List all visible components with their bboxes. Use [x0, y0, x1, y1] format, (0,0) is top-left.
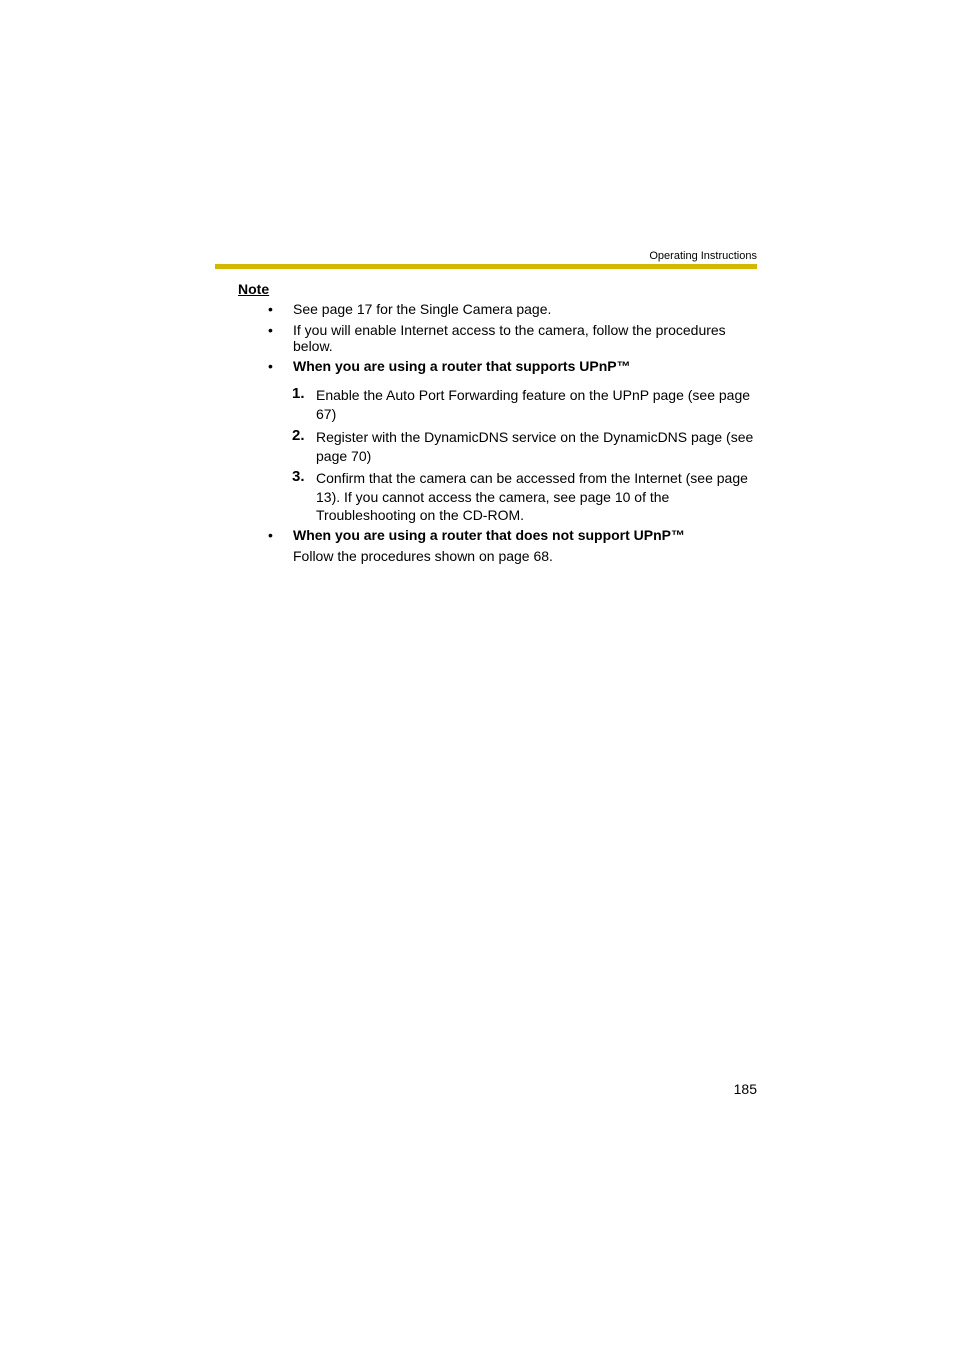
bullet-text: If you will enable Internet access to the camera, follow the procedures below.: [293, 322, 726, 354]
page-number: 185: [733, 1081, 757, 1097]
heading-text: When you are using a router that supports UPnP™: [293, 358, 631, 374]
step-number: 3.: [292, 468, 305, 485]
note-label: Note: [238, 281, 270, 297]
bullet-text: See page 17 for the Single Camera page.: [293, 301, 552, 317]
header-rule: [215, 264, 757, 269]
bullet-icon: •: [268, 322, 273, 338]
step-number: 2.: [292, 427, 305, 444]
bullet-icon: •: [268, 301, 273, 317]
step-text: Confirm that the camera can be accessed from the Internet (see page 13). If you cannot access the camera, see page 10 of the Troubleshooting on the CD-ROM.: [316, 470, 748, 523]
step-text: Enable the Auto Port Forwarding feature on the UPnP page (see page 67): [316, 387, 751, 422]
bullet-icon: •: [268, 358, 273, 374]
heading-text: When you are using a router that does not support UPnP™: [293, 527, 686, 543]
step-number: 1.: [292, 385, 305, 402]
step-text: Register with the DynamicDNS service on the DynamicDNS page (see page 70): [316, 429, 754, 464]
running-header: Operating Instructions: [649, 250, 757, 262]
bullet-icon: •: [268, 527, 273, 543]
upnp-unsupported-text: Follow the procedures shown on page 68.: [293, 548, 553, 564]
